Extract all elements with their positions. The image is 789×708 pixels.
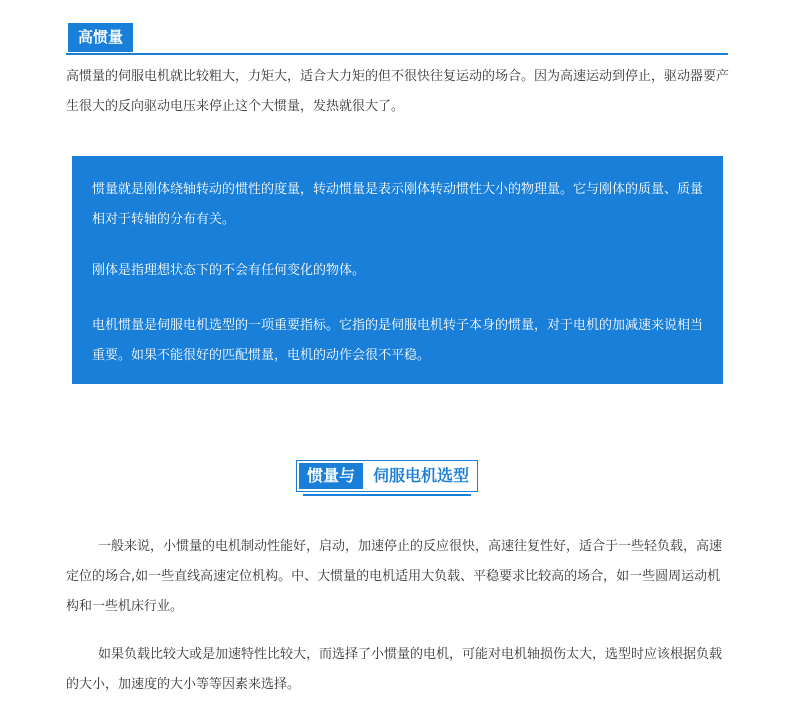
info-paragraph-definition: 惯量就是刚体绕轴转动的惯性的度量，转动惯量是表示刚体转动惯性大小的物理量。它与刚体的质量、质量相对于转轴的分布有关。 [92, 182, 704, 227]
section-title-left: 惯量与 [299, 463, 363, 489]
info-paragraph-motor-inertia: 电机惯量是伺服电机选型的一项重要指标。它指的是伺服电机转子本身的惯量，对于电机的加减速来说相当重要。如果不能很好的匹配惯量，电机的动作会很不平稳。 [92, 318, 704, 363]
section-tag: 高惯量 [68, 23, 133, 52]
intro-paragraph: 高惯量的伺服电机就比较粗大，力矩大，适合大力矩的但不很快往复运动的场合。因为高速运动到停止，驱动器要产生很大的反向驱动电压来停止这个大惯量，发热就很大了。 [66, 69, 730, 114]
info-box [72, 156, 723, 384]
section-title-inertia-selection [296, 460, 478, 492]
section-title-right: 伺服电机选型 [373, 466, 470, 485]
body-paragraph-2: 如果负载比较大或是加速特性比较大，而选择了小惯量的电机，可能对电机轴损伤太大，选型时应该根据负载的大小，加速度的大小等等因素来选择。 [66, 647, 723, 692]
body-paragraph-1: 一般来说，小惯量的电机制动性能好，启动，加速停止的反应很快，高速往复性好，适合于一些轻负载，高速定位的场合,如一些直线高速定位机构。中、大惯量的电机适用大负载、平稳要求比较高的场合，如一些圆周运动机构和一些机床行业。 [66, 539, 723, 614]
title-underline [303, 494, 471, 496]
section-header-high-inertia [66, 23, 728, 55]
info-paragraph-rigid-body: 刚体是指理想状态下的不会有任何变化的物体。 [92, 263, 366, 278]
